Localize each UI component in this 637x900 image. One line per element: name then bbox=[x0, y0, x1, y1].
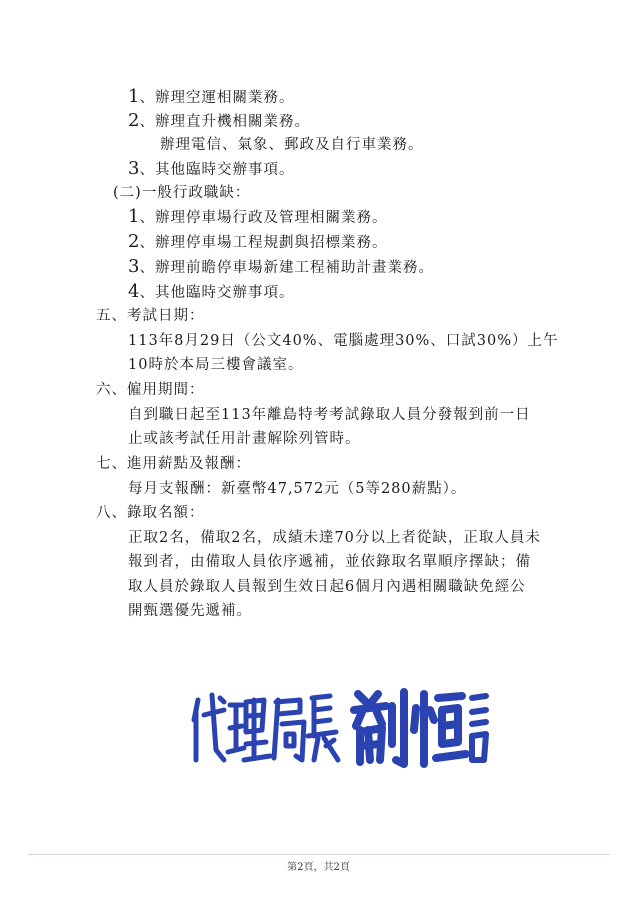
duty-gen-item-1: 1、辦理停車場行政及管理相關業務。 bbox=[128, 206, 388, 227]
footer-divider bbox=[28, 854, 610, 855]
quota-line-3: 取人員於錄取人員報到生效日起6個月內遇相關職缺免經公 bbox=[128, 579, 526, 595]
employment-term-heading: 六、僱用期間： bbox=[96, 382, 205, 398]
signature-ink-icon bbox=[190, 680, 490, 770]
exam-date-line-2: 10時於本局三樓會議室。 bbox=[128, 357, 304, 373]
duty-gen-item-2: 2、辦理停車場工程規劃與招標業務。 bbox=[128, 231, 388, 252]
general-admin-heading: (二)一般行政職缺： bbox=[113, 185, 251, 201]
duty-gen-item-4: 4、其他臨時交辦事項。 bbox=[128, 281, 295, 302]
exam-date-line-1: 113年8月29日（公文40%、電腦處理30%、口試30%）上午 bbox=[128, 333, 559, 349]
quota-line-4: 開甄選優先遞補。 bbox=[128, 603, 252, 619]
employment-term-line-1: 自到職日起至113年離島特考考試錄取人員分發報到前一日 bbox=[128, 407, 531, 423]
quota-line-2: 報到者，由備取人員依序遞補，並依錄取名單順序擇缺；備 bbox=[128, 554, 531, 570]
exam-date-heading: 五、考試日期： bbox=[96, 308, 205, 324]
duty-air-item-2: 2、辦理直升機相關業務。 bbox=[128, 110, 310, 131]
quota-heading: 八、錄取名額： bbox=[96, 505, 205, 521]
signature-stamp bbox=[190, 680, 490, 770]
page-number: 第2頁，共2頁 bbox=[287, 862, 350, 873]
duty-air-item-2-continuation: 辦理電信、氣象、郵政及自行車業務。 bbox=[160, 137, 424, 153]
duty-air-item-3: 3、其他臨時交辦事項。 bbox=[128, 158, 295, 179]
salary-heading: 七、進用薪點及報酬： bbox=[96, 456, 251, 472]
quota-line-1: 正取2名，備取2名，成績未達70分以上者從缺，正取人員未 bbox=[128, 530, 541, 546]
employment-term-line-2: 止或該考試任用計畫解除列管時。 bbox=[128, 431, 361, 447]
salary-line-1: 每月支報酬：新臺幣47,572元（5等280薪點）。 bbox=[128, 481, 467, 497]
duty-air-item-1: 1、辦理空運相關業務。 bbox=[128, 86, 295, 107]
duty-gen-item-3: 3、辦理前瞻停車場新建工程補助計畫業務。 bbox=[128, 256, 434, 277]
